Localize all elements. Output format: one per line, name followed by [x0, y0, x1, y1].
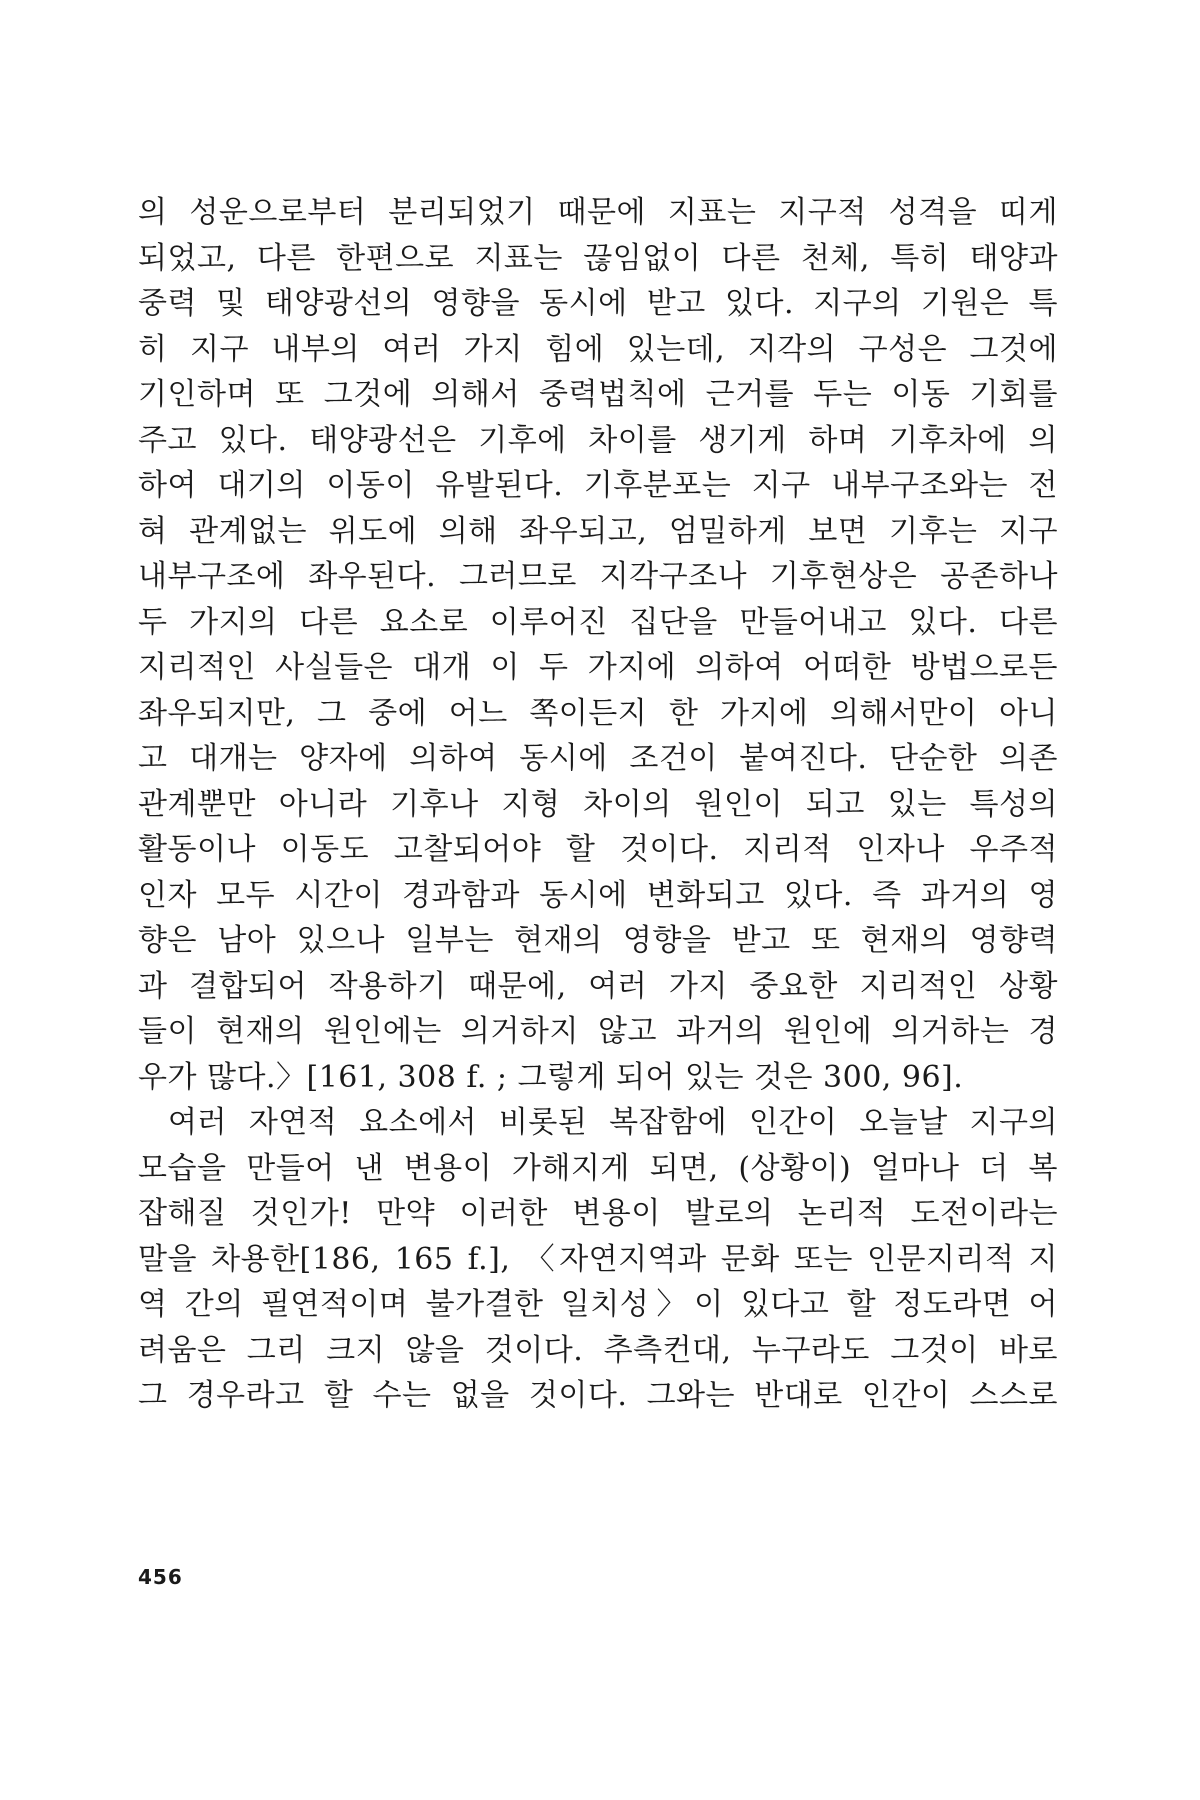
- text-line: 우가 많다.〉[161, 308 f. ; 그렇게 되어 있는 것은 300, 96].: [138, 1059, 964, 1095]
- page-number: 456: [138, 1565, 183, 1589]
- text-line: 향은 남아 있으나 일부는 현재의 영향을 받고 또 현재의 영향력: [138, 923, 1058, 958]
- text-line: 좌우되지만, 그 중에 어느 쪽이든지 한 가지에 의해서만이 아니: [138, 695, 1058, 731]
- text-line: 활동이나 이동도 고찰되어야 할 것이다. 지리적 인자나 우주적: [138, 832, 1058, 867]
- body-text: [138, 190, 1058, 1419]
- text-line: 려움은 그리 크지 않을 것이다. 추측컨대, 누구라도 그것이 바로: [138, 1332, 1058, 1368]
- text-line: 잡해질 것인가! 만약 이러한 변용이 발로의 논리적 도전이라는: [138, 1196, 1058, 1231]
- text-line: 역 간의 필연적이며 불가결한 일치성〉이 있다고 할 정도라면 어: [138, 1287, 1058, 1322]
- text-line: 내부구조에 좌우된다. 그러므로 지각구조나 기후현상은 공존하나: [138, 559, 1058, 594]
- text-line: 중력 및 태양광선의 영향을 동시에 받고 있다. 지구의 기원은 특: [138, 286, 1058, 321]
- text-line: 되었고, 다른 한편으로 지표는 끊임없이 다른 천체, 특히 태양과: [138, 240, 1058, 276]
- text-line: 혀 관계없는 위도에 의해 좌우되고, 엄밀하게 보면 기후는 지구: [138, 513, 1058, 549]
- text-line: 기인하며 또 그것에 의해서 중력법칙에 근거를 두는 이동 기회를: [138, 377, 1058, 412]
- text-line: 히 지구 내부의 여러 가지 힘에 있는데, 지각의 구성은 그것에: [138, 331, 1058, 367]
- text-line: 고 대개는 양자에 의하여 동시에 조건이 붙여진다. 단순한 의존: [138, 741, 1058, 776]
- text-line: 말을 차용한[186, 165 f.], 〈자연지역과 문화 또는 인문지리적 지: [138, 1241, 1058, 1277]
- text-line: 그 경우라고 할 수는 없을 것이다. 그와는 반대로 인간이 스스로: [138, 1378, 1058, 1413]
- text-line: 하여 대기의 이동이 유발된다. 기후분포는 지구 내부구조와는 전: [138, 468, 1058, 503]
- text-line: 모습을 만들어 낸 변용이 가해지게 되면, (상황이) 얼마나 더 복: [138, 1150, 1058, 1186]
- text-line: 주고 있다. 태양광선은 기후에 차이를 생기게 하며 기후차에 의: [138, 422, 1058, 458]
- text-line: 인자 모두 시간이 경과함과 동시에 변화되고 있다. 즉 과거의 영: [138, 877, 1058, 913]
- paragraph-start-line: 여러 자연적 요소에서 비롯된 복잡함에 인간이 오늘날 지구의: [168, 1105, 1058, 1140]
- text-line: 두 가지의 다른 요소로 이루어진 집단을 만들어내고 있다. 다른: [138, 604, 1058, 640]
- text-line: 들이 현재의 원인에는 의거하지 않고 과거의 원인에 의거하는 경: [138, 1014, 1058, 1049]
- text-line: 과 결합되어 작용하기 때문에, 여러 가지 중요한 지리적인 상황: [138, 968, 1058, 1004]
- text-line: 의 성운으로부터 분리되었기 때문에 지표는 지구적 성격을 띠게: [138, 195, 1058, 230]
- text-line: 관계뿐만 아니라 기후나 지형 차이의 원인이 되고 있는 특성의: [138, 786, 1058, 822]
- text-line: 지리적인 사실들은 대개 이 두 가지에 의하여 어떠한 방법으로든: [138, 650, 1058, 685]
